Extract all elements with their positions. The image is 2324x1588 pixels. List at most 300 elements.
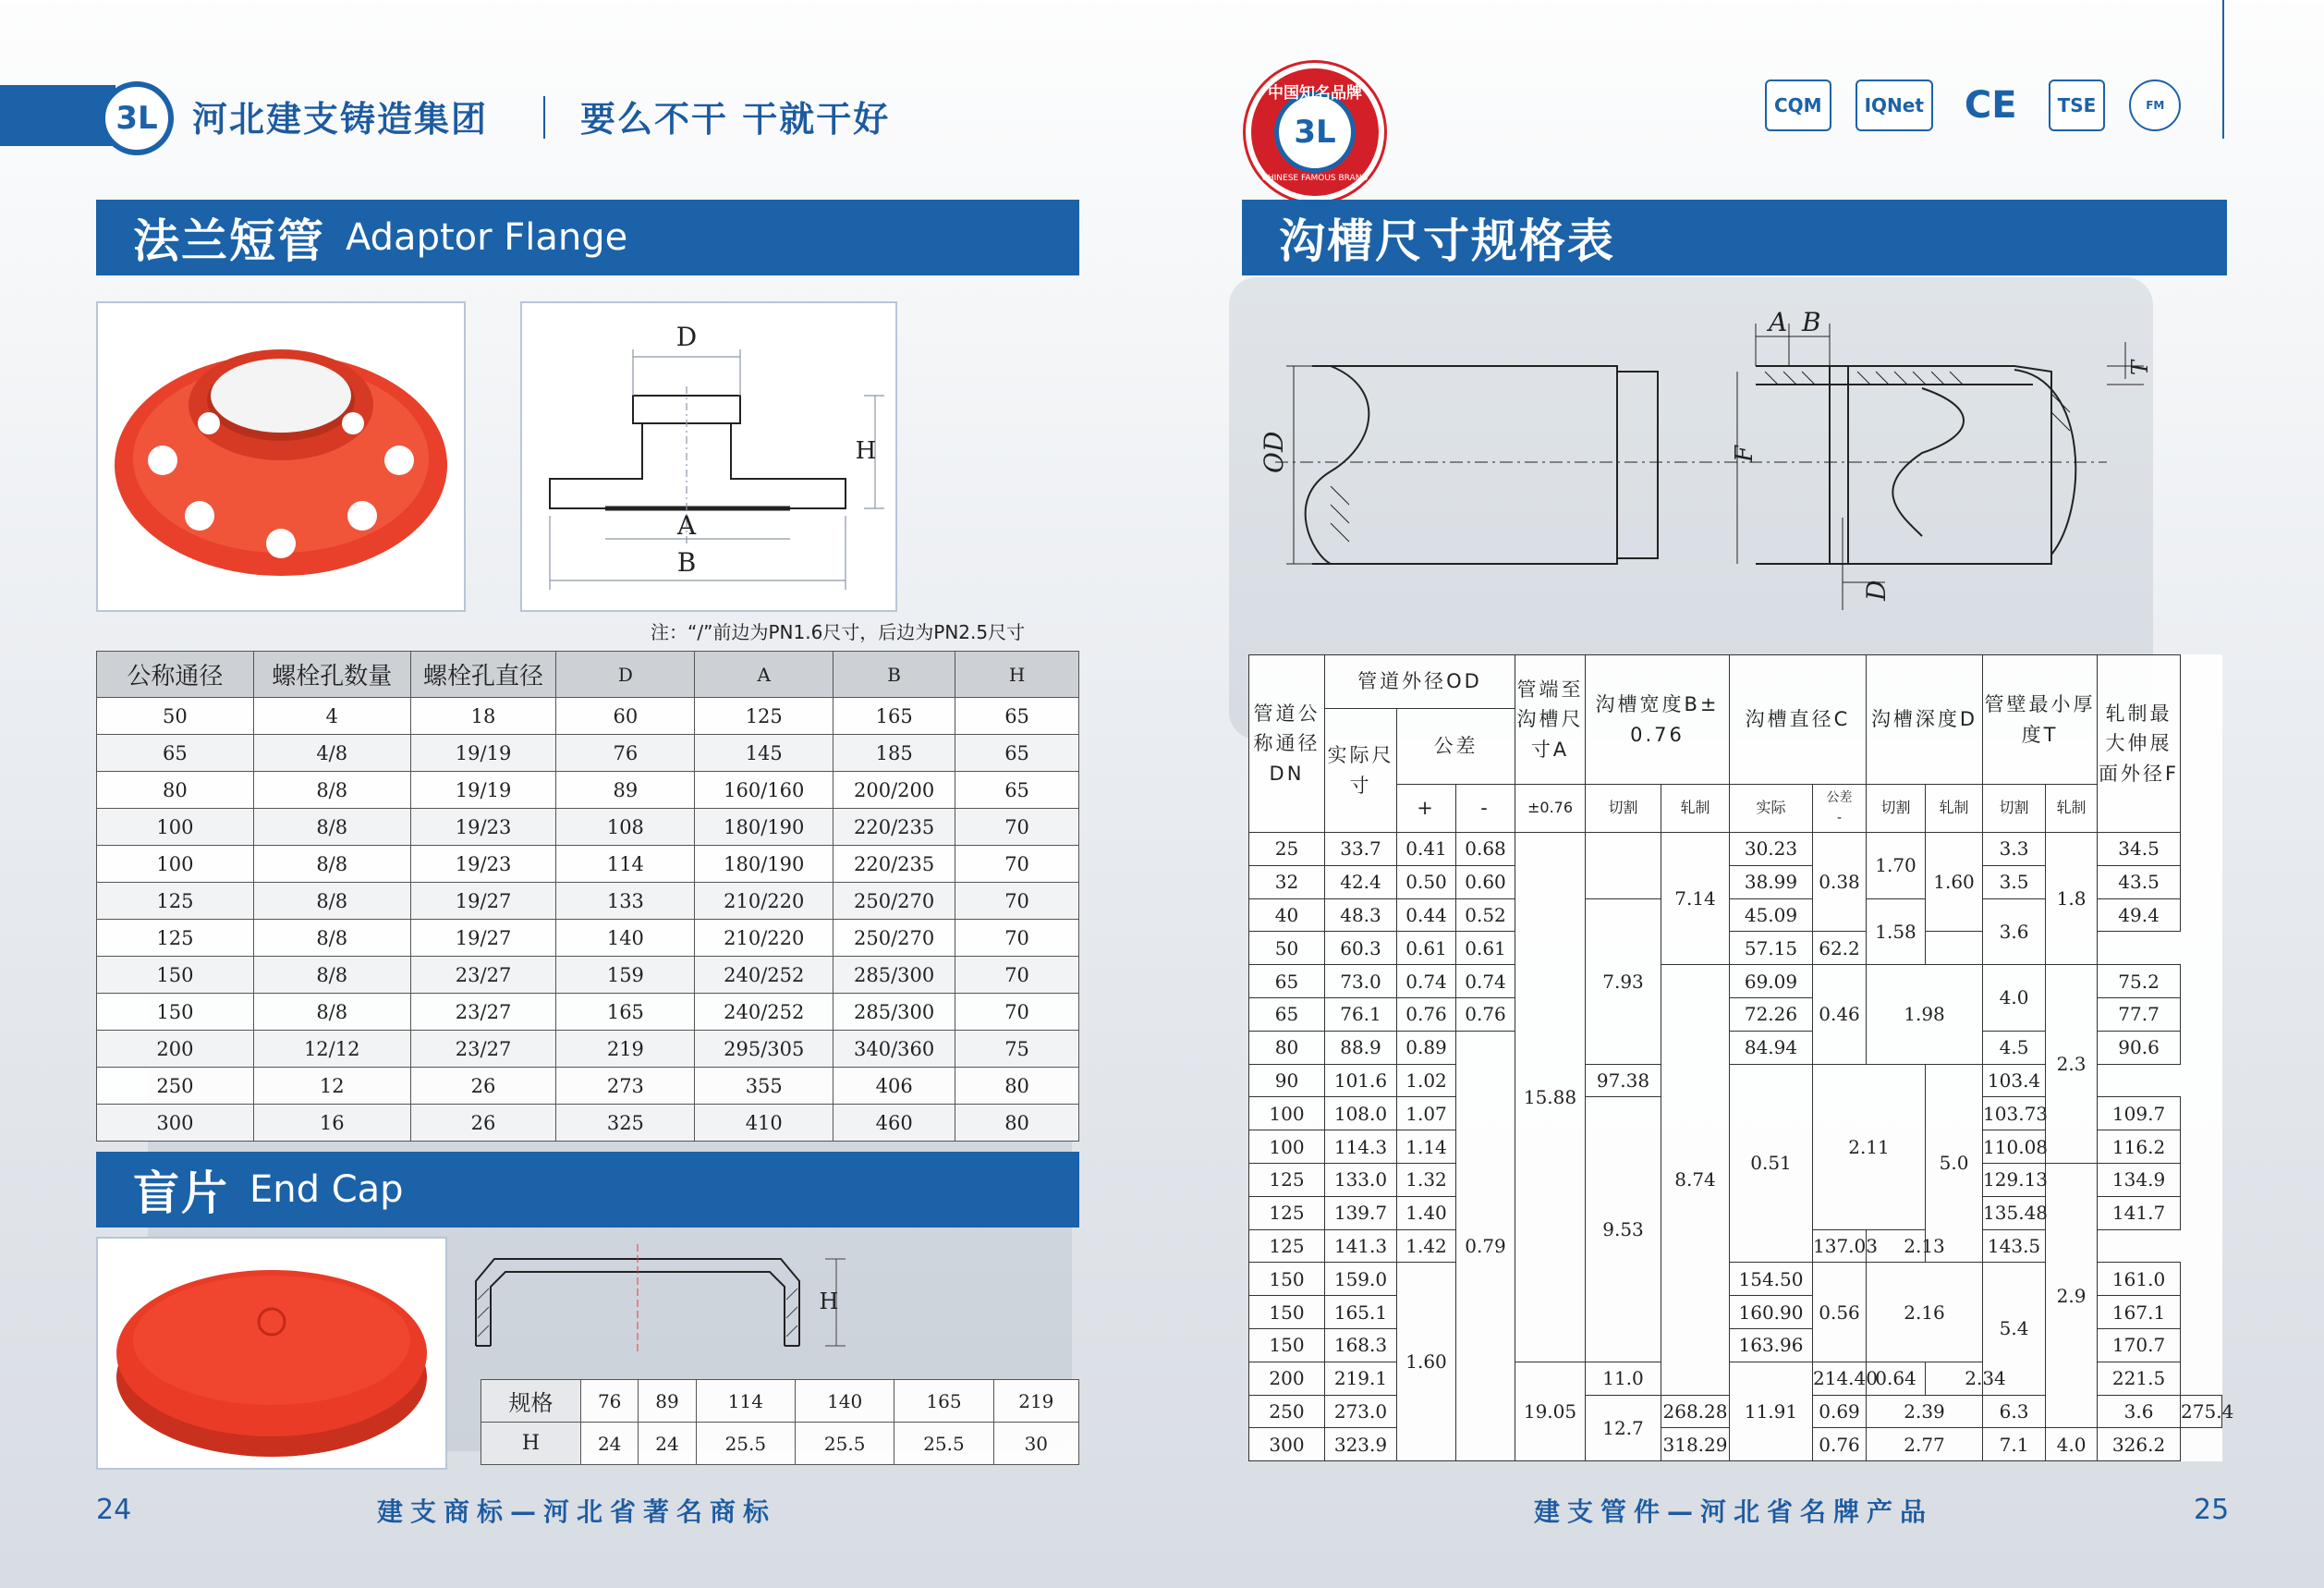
drawing-label-t: T [2127, 360, 2153, 375]
table-cell: 8/8 [253, 957, 410, 994]
column-header: 切割 [1983, 785, 2046, 833]
table-cell: 159.0 [1325, 1263, 1397, 1296]
table-cell: 250 [97, 1068, 254, 1105]
table-row [97, 1068, 1079, 1105]
column-header: 螺栓孔直径 [410, 652, 556, 698]
table-cell: 30 [993, 1423, 1078, 1465]
table-cell: 7.14 [1661, 833, 1730, 965]
table-cell: 300 [1249, 1428, 1325, 1461]
table-cell: 49.4 [2098, 898, 2181, 932]
table-cell: 3.6 [1983, 898, 2046, 965]
table-cell: 24 [581, 1423, 639, 1465]
table-cell: 1.98 [1867, 965, 1983, 1064]
drawing-label-a: A [676, 510, 697, 541]
table-cell: 161.0 [2098, 1263, 2181, 1296]
famous-brand-seal: 中国知名品牌 3L CHINESE FAMOUS BRAND [1246, 63, 1384, 202]
table-cell: 4.0 [1983, 965, 2046, 1032]
table-cell: 103.4 [1983, 1064, 2046, 1097]
table-cell: 0.79 [1456, 1031, 1515, 1460]
table-cell: 219.1 [1325, 1362, 1397, 1395]
table-cell: 109.7 [2098, 1097, 2181, 1130]
table-cell: 30.23 [1730, 833, 1813, 866]
table-cell: 57.15 [1730, 932, 1813, 965]
flange-image [98, 303, 464, 610]
table-cell: 165 [556, 994, 695, 1031]
table-cell: 19/23 [410, 809, 556, 846]
table-cell: 0.52 [1456, 898, 1515, 932]
column-header: D [556, 652, 695, 698]
table-cell: 12/12 [253, 1031, 410, 1068]
table-cell: 125 [1249, 1229, 1325, 1263]
table-cell: 19/23 [410, 846, 556, 883]
table-row [97, 1105, 1079, 1142]
table-cell: 219 [556, 1031, 695, 1068]
table-cell: 76.1 [1325, 997, 1397, 1031]
brand-name: 河北建支铸造集团 [192, 99, 489, 140]
table-cell: 150 [1249, 1296, 1325, 1329]
column-header: 管道外径OD [1325, 655, 1515, 709]
section-bar-groove [1242, 200, 2227, 275]
table-cell: 80 [955, 1105, 1079, 1142]
table-cell: 70 [955, 957, 1079, 994]
table-cell: 77.7 [2098, 997, 2181, 1031]
drawing-label-b: B [676, 547, 697, 578]
table-cell: 97.38 [1586, 1064, 1661, 1097]
table-cell: 165.1 [1325, 1296, 1397, 1329]
table-cell: 24 [639, 1423, 696, 1465]
table-cell: 1.14 [1397, 1130, 1456, 1164]
table-cell: 108 [556, 809, 695, 846]
table-cell: 114 [696, 1380, 795, 1423]
table-cell: 1.8 [2046, 833, 2098, 965]
table-cell: 143.5 [1983, 1229, 2046, 1263]
table-cell: 23/27 [410, 957, 556, 994]
table-cell: 80 [955, 1068, 1079, 1105]
table-cell: 134.9 [2098, 1163, 2181, 1196]
table-cell: 410 [695, 1105, 833, 1142]
endcap-section-diagram [467, 1244, 855, 1355]
column-header: 沟槽宽度B± 0.76 [1586, 655, 1730, 785]
table-cell: 80 [97, 772, 254, 809]
table-cell: 0.38 [1813, 833, 1867, 932]
table-cell: 69.09 [1730, 965, 1813, 998]
table-cell: 150 [97, 957, 254, 994]
table-cell: 340/360 [833, 1031, 955, 1068]
column-header: 公称通径 [97, 652, 254, 698]
table-cell: 170.7 [2098, 1328, 2181, 1362]
table-cell: 133.0 [1325, 1163, 1397, 1196]
table-cell: 165 [833, 698, 955, 735]
table-cell: 114 [556, 846, 695, 883]
table-cell: 250/270 [833, 920, 955, 957]
table-cell: 65 [1249, 965, 1325, 998]
drawing-label-a: A [1769, 307, 1788, 337]
tolerance-label: 公差 [1826, 789, 1853, 805]
table-cell: 5.0 [1926, 1064, 1983, 1263]
logo-band [0, 85, 116, 146]
flange-section-diagram [522, 303, 895, 610]
table-cell: 221.5 [2098, 1362, 2181, 1395]
table-cell: 65 [97, 735, 254, 772]
table-cell: 137.03 [1813, 1229, 1867, 1263]
table-cell: 159 [556, 957, 695, 994]
table-cell: 62.2 [1813, 932, 1867, 965]
endcap-drawing [467, 1244, 855, 1355]
table-cell: 1.60 [1397, 1263, 1456, 1461]
flange-drawing [520, 301, 897, 612]
table-cell: 100 [1249, 1097, 1325, 1130]
table-cell: 114.3 [1325, 1130, 1397, 1164]
table-cell: 40 [1249, 898, 1325, 932]
table-cell: 89 [639, 1380, 696, 1423]
table-cell: 7.93 [1586, 898, 1661, 1064]
table-cell: 125 [695, 698, 833, 735]
table-cell: 2.39 [1867, 1395, 1983, 1428]
column-header: 轧制 [1926, 785, 1983, 833]
table-cell: 160/160 [695, 772, 833, 809]
table-row [97, 809, 1079, 846]
table-header-row [97, 652, 1079, 698]
table-cell: 26 [410, 1105, 556, 1142]
table-cell: 60 [556, 698, 695, 735]
table-cell: 11.91 [1730, 1362, 1813, 1460]
table-row [97, 772, 1079, 809]
company-logo: 3L [100, 81, 174, 155]
table-cell: 318.29 [1661, 1428, 1730, 1461]
table-cell: 25 [1249, 833, 1325, 866]
table-cell: 32 [1249, 865, 1325, 898]
table-cell: 100 [1249, 1130, 1325, 1164]
table-cell: 70 [955, 920, 1079, 957]
groove-drawing [1259, 305, 2162, 619]
groove-pipe-diagram [1259, 305, 2162, 619]
table-cell: 38.99 [1730, 865, 1813, 898]
column-header: 轧制 [2046, 785, 2098, 833]
table-cell: 19.05 [1515, 1362, 1586, 1460]
table-cell: 50 [97, 698, 254, 735]
table-cell: 4.5 [1983, 1031, 2046, 1064]
table-cell: 325 [556, 1105, 695, 1142]
footer-right: 建支管件—河北省名牌产品 [1534, 1496, 1934, 1527]
table-cell: 0.61 [1456, 932, 1515, 965]
table-cell: 25.5 [796, 1423, 894, 1465]
table-cell: 275.4 [2181, 1395, 2222, 1428]
endcap-image [98, 1239, 445, 1468]
table-row [1249, 655, 2222, 709]
table-cell: 26 [410, 1068, 556, 1105]
table-cell: 0.51 [1730, 1064, 1813, 1263]
table-cell: 48.3 [1325, 898, 1397, 932]
table-cell: 2.3 [2046, 965, 2098, 1164]
table-cell: 0.76 [1813, 1428, 1867, 1461]
footer-left: 建支商标—河北省著名商标 [377, 1496, 777, 1527]
table-cell: 11.0 [1586, 1362, 1661, 1395]
table-cell: 70 [955, 846, 1079, 883]
table-row [97, 735, 1079, 772]
table-cell: 150 [97, 994, 254, 1031]
row-label: 规格 [481, 1380, 581, 1423]
table-cell: 1.07 [1397, 1097, 1456, 1130]
table-cell: 406 [833, 1068, 955, 1105]
table-cell: 200 [1249, 1362, 1325, 1395]
table-cell: 3.5 [1983, 865, 2046, 898]
table-cell: 110.08 [1983, 1130, 2046, 1164]
table-cell: 70 [955, 994, 1079, 1031]
table-cell: 145 [695, 735, 833, 772]
endcap-spec-table [481, 1379, 1079, 1465]
table-cell: 210/220 [695, 920, 833, 957]
table-cell: 3.3 [1983, 833, 2046, 866]
table-cell: 180/190 [695, 846, 833, 883]
table-cell: 139.7 [1325, 1196, 1397, 1229]
certification-logos [1765, 79, 2181, 131]
seal-logo-mark: 3L [1274, 92, 1356, 173]
table-cell: 0.61 [1397, 932, 1456, 965]
table-cell: 140 [796, 1380, 894, 1423]
section-title-zh: 法兰短管 [133, 214, 325, 268]
table-cell: 5.4 [1983, 1263, 2046, 1395]
table-cell: 108.0 [1325, 1097, 1397, 1130]
column-header [1813, 785, 1867, 833]
table-cell: 34.5 [2098, 833, 2181, 866]
table-cell: 9.53 [1586, 1097, 1661, 1362]
column-header: ±0.76 [1515, 785, 1586, 833]
table-cell: 163.96 [1730, 1328, 1813, 1362]
table-cell: 285/300 [833, 957, 955, 994]
column-header: 螺栓孔数量 [253, 652, 410, 698]
table-cell: 23/27 [410, 1031, 556, 1068]
table-cell: 295/305 [695, 1031, 833, 1068]
table-cell: 0.64 [1867, 1362, 1926, 1395]
table-cell: 141.7 [2098, 1196, 2181, 1229]
table-cell: 250 [1249, 1395, 1325, 1428]
section-bar-flange [96, 200, 1079, 275]
table-cell [1586, 833, 1661, 899]
drawing-label-od: OD [1259, 431, 1289, 473]
endcap-photo [96, 1237, 447, 1470]
table-cell: 140 [556, 920, 695, 957]
column-header: 管道公称通径DN [1249, 655, 1325, 833]
table-cell: 273 [556, 1068, 695, 1105]
table-cell: 240/252 [695, 994, 833, 1031]
table-cell: 240/252 [695, 957, 833, 994]
column-header: 管端至沟槽尺寸A [1515, 655, 1586, 785]
section-title: 沟槽尺寸规格表 [1279, 214, 1615, 268]
column-header: 沟槽深度D [1867, 655, 1983, 785]
page-number-right: 25 [2194, 1494, 2230, 1526]
table-row [97, 846, 1079, 883]
table-cell: 273.0 [1325, 1395, 1397, 1428]
flange-spec-table [96, 651, 1079, 1142]
table-cell: 88.9 [1325, 1031, 1397, 1064]
table-cell: 2.77 [1867, 1428, 1983, 1461]
table-row [97, 1031, 1079, 1068]
table-cell: 167.1 [2098, 1296, 2181, 1329]
dimension-note: 注：“/”前边为PN1.6尺寸，后边为PN2.5尺寸 [651, 621, 1026, 643]
table-cell: 43.5 [2098, 865, 2181, 898]
table-cell: 0.69 [1813, 1395, 1867, 1428]
table-row [97, 994, 1079, 1031]
table-cell: 250/270 [833, 883, 955, 920]
table-cell: 100 [97, 846, 254, 883]
table-cell: 141.3 [1325, 1229, 1397, 1263]
table-cell: 355 [695, 1068, 833, 1105]
column-header: 实际 [1730, 785, 1813, 833]
table-cell: 185 [833, 735, 955, 772]
table-row [97, 883, 1079, 920]
table-cell: 165 [894, 1380, 993, 1423]
table-cell: 8/8 [253, 920, 410, 957]
table-cell: 2.16 [1867, 1263, 1983, 1362]
table-cell: 72.26 [1730, 997, 1813, 1031]
table-row [97, 920, 1079, 957]
brand-divider [543, 96, 545, 139]
table-cell: 19/19 [410, 772, 556, 809]
table-cell: 90 [1249, 1064, 1325, 1097]
table-cell: 133 [556, 883, 695, 920]
table-cell: 19/19 [410, 735, 556, 772]
row-label: H [481, 1423, 581, 1465]
table-cell: 1.58 [1867, 898, 1926, 965]
table-cell: 25.5 [894, 1423, 993, 1465]
table-cell: 12 [253, 1068, 410, 1105]
table-cell: 76 [581, 1380, 639, 1423]
column-header: B [833, 652, 955, 698]
table-cell: 42.4 [1325, 865, 1397, 898]
table-cell: 323.9 [1325, 1428, 1397, 1461]
groove-spec-table [1248, 654, 2234, 1461]
drawing-label-f: F [1731, 445, 1758, 462]
slogan: 要么不干 干就干好 [580, 99, 891, 140]
table-cell: 125 [97, 920, 254, 957]
table-cell: 7.1 [1983, 1428, 2046, 1461]
table-cell: 8/8 [253, 883, 410, 920]
table-cell: 0.68 [1456, 833, 1515, 866]
table-cell: 65 [955, 735, 1079, 772]
column-header: A [695, 652, 833, 698]
column-header: 公差 [1397, 709, 1515, 785]
drawing-label-d: D [1861, 580, 1892, 601]
table-cell: 8.74 [1661, 965, 1730, 1395]
table-cell: 50 [1249, 932, 1325, 965]
table-cell: 65 [955, 698, 1079, 735]
table-cell: 125 [1249, 1163, 1325, 1196]
table-cell: 65 [955, 772, 1079, 809]
drawing-label-h: H [855, 437, 877, 465]
table-cell: 1.42 [1397, 1229, 1456, 1263]
table-cell: 103.73 [1983, 1097, 2046, 1130]
table-cell: 125 [1249, 1196, 1325, 1229]
table-cell: 75.2 [2098, 965, 2181, 998]
table-cell: 19/27 [410, 883, 556, 920]
table-cell: 70 [955, 809, 1079, 846]
column-header: 实际尺寸 [1325, 709, 1397, 833]
cqm-cert-icon: CQM [1765, 79, 1831, 131]
column-header: - [1456, 785, 1515, 833]
table-cell: 2.13 [1867, 1229, 1983, 1263]
table-cell: 285/300 [833, 994, 955, 1031]
column-header: 切割 [1867, 785, 1926, 833]
table-cell: 220/235 [833, 846, 955, 883]
table-cell: 70 [955, 883, 1079, 920]
tse-cert-icon: TSE [2049, 79, 2106, 131]
table-cell: 45.09 [1730, 898, 1813, 932]
table-cell: 168.3 [1325, 1328, 1397, 1362]
table-cell: 1.02 [1397, 1064, 1456, 1097]
table-cell: 0.46 [1813, 965, 1867, 1064]
table-cell: 19/27 [410, 920, 556, 957]
table-cell: 0.41 [1397, 833, 1456, 866]
table-cell: 1.32 [1397, 1163, 1456, 1196]
table-row [481, 1380, 1079, 1423]
table-cell: 160.90 [1730, 1296, 1813, 1329]
table-cell: 116.2 [2098, 1130, 2181, 1164]
table-cell: 0.76 [1397, 997, 1456, 1031]
table-cell: 76 [556, 735, 695, 772]
column-header: H [955, 652, 1079, 698]
section-title-en: Adaptor Flange [346, 216, 628, 259]
table-cell: 1.60 [1926, 833, 1983, 932]
table-cell: 84.94 [1730, 1031, 1813, 1064]
table-cell: 18 [410, 698, 556, 735]
table-cell: 219 [993, 1380, 1078, 1423]
table-row [1249, 833, 2222, 866]
table-cell: 326.2 [2098, 1428, 2181, 1461]
table-cell: 101.6 [1325, 1064, 1397, 1097]
table-cell: 150 [1249, 1328, 1325, 1362]
fm-approval-icon: FM [2129, 79, 2181, 131]
table-cell: 300 [97, 1105, 254, 1142]
table-cell: 0.56 [1813, 1263, 1867, 1362]
table-cell: 154.50 [1730, 1263, 1813, 1296]
table-cell: 12.7 [1586, 1395, 1661, 1461]
table-row [97, 698, 1079, 735]
section-bar-endcap [96, 1152, 1079, 1228]
column-header: 管壁最小厚度T [1983, 655, 2098, 785]
table-cell: 2.9 [2046, 1163, 2098, 1427]
table-cell: 8/8 [253, 809, 410, 846]
table-cell: 60.3 [1325, 932, 1397, 965]
column-header: 轧制 [1661, 785, 1730, 833]
table-cell: 89 [556, 772, 695, 809]
table-cell: 2.11 [1813, 1064, 1926, 1229]
table-row [481, 1423, 1079, 1465]
table-cell: 460 [833, 1105, 955, 1142]
table-cell: 1.40 [1397, 1196, 1456, 1229]
table-cell: 100 [97, 809, 254, 846]
table-cell: 129.13 [1983, 1163, 2046, 1196]
drawing-label-b: B [1802, 307, 1821, 337]
table-cell: 135.48 [1983, 1196, 2046, 1229]
iqnet-cert-icon: IQNet [1856, 79, 1933, 131]
table-cell: 6.3 [1983, 1395, 2046, 1428]
column-header: 沟槽直径C [1730, 655, 1867, 785]
table-cell: 8/8 [253, 772, 410, 809]
table-cell: 0.60 [1456, 865, 1515, 898]
table-cell: 0.74 [1397, 965, 1456, 998]
table-cell: 210/220 [695, 883, 833, 920]
table-cell: 25.5 [696, 1423, 795, 1465]
table-cell: 65 [1249, 997, 1325, 1031]
table-cell: 90.6 [2098, 1031, 2181, 1064]
table-cell: 33.7 [1325, 833, 1397, 866]
table-cell: 0.44 [1397, 898, 1456, 932]
table-cell: 1.70 [1867, 833, 1926, 899]
table-cell: 3.6 [2098, 1395, 2181, 1428]
table-cell: 0.50 [1397, 865, 1456, 898]
table-row [1249, 965, 2222, 998]
table-cell: 80 [1249, 1031, 1325, 1064]
